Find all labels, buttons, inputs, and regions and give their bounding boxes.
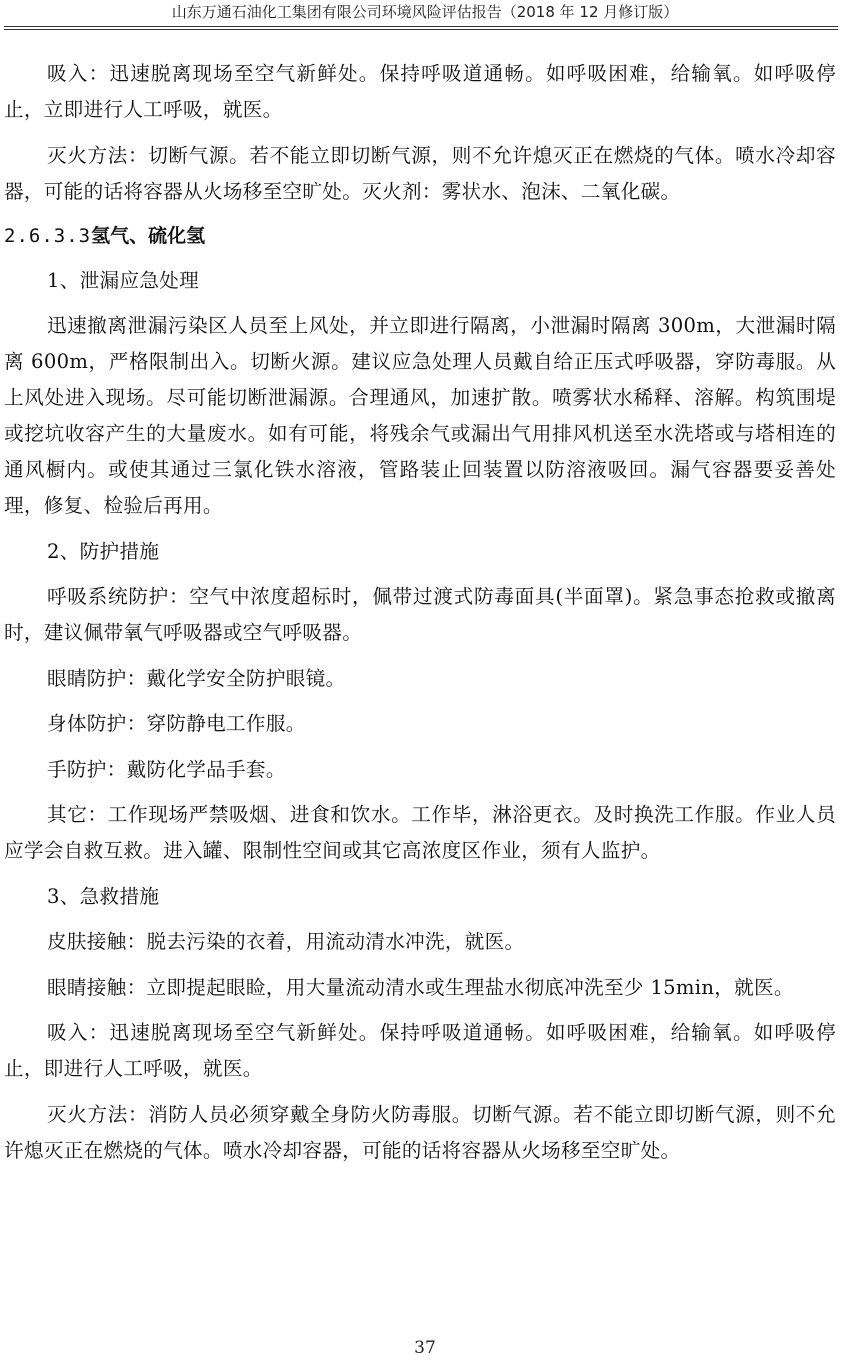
paragraph-body-protection: 身体防护：穿防静电工作服。 [47,712,306,735]
section-number: 2.6.3.3 [4,225,92,247]
document-body [4,56,836,1178]
header-rule-bottom [4,29,838,30]
section-heading [4,219,836,253]
paragraph-other-protection: 其它：工作现场严禁吸烟、进食和饮水。工作毕，淋浴更衣。及时换洗工作服。作业人员应学会自救互救。进入罐、限制性空间或其它高浓度区作业，须有人监护。 [4,803,836,862]
page-number: 37 [414,1338,436,1358]
paragraph-firefighting-second: 灭火方法：消防人员必须穿戴全身防火防毒服。切断气源。若不能立即切断气源，则不允许熄灭正在燃烧的气体。喷水冷却容器，可能的话将容器从火场移至空旷处。 [4,1102,836,1162]
paragraph-eye-contact: 眼睛接触：立即提起眼睑，用大量流动清水或生理盐水彻底冲洗至少 15min，就医。 [47,975,794,999]
subheading-protection: 2、防护措施 [47,539,160,563]
paragraph-respiratory-protection: 呼吸系统防护：空气中浓度超标时，佩带过渡式防毒面具(半面罩)。紧急事态抢救或撤离时，建议佩带氧气呼吸器或空气呼吸器。 [4,585,836,644]
paragraph-firefighting-first: 灭火方法：切断气源。若不能立即切断气源，则不允许熄灭正在燃烧的气体。喷水冷却容器，可能的话将容器从火场移至空旷处。灭火剂：雾状水、泡沫、二氧化碳。 [4,143,836,203]
header-rule-top [4,26,838,27]
paragraph-eye-protection: 眼睛防护：戴化学安全防护眼镜。 [47,666,346,690]
subheading-first-aid: 3、急救措施 [47,884,160,908]
paragraph-inhalation-first: 吸入：迅速脱离现场至空气新鲜处。保持呼吸道通畅。如呼吸困难，给输氧。如呼吸停止，立即进行人工呼吸，就医。 [4,62,836,121]
subheading-leak-response: 1、泄漏应急处理 [47,268,200,292]
header-title: 山东万通石油化工集团有限公司环境风险评估报告（2018 年 12 月修订版） [171,3,679,21]
paragraph-inhalation-second: 吸入：迅速脱离现场至空气新鲜处。保持呼吸道通畅。如呼吸困难，给输氧。如呼吸停止，即进行人工呼吸，就医。 [4,1021,836,1080]
paragraph-hand-protection: 手防护：戴防化学品手套。 [47,757,286,781]
section-title: 氢气、硫化氢 [91,225,206,247]
paragraph-leak-response: 迅速撤离泄漏污染区人员至上风处，并立即进行隔离，小泄漏时隔离 300m，大泄漏时隔离 600m，严格限制出入。切断火源。建议应急处理人员戴自给正压式呼吸器，穿防毒服。从上风处进入现场。尽可能切断泄漏源。合理通风，加速扩散。喷雾状水稀释、溶解。构筑围堤或挖坑收容产生的大量废水。如有可能，将残余气或漏出气用排风机送至水洗塔或与塔相连的通风橱内。或使其通过三氯化铁水溶液，管路装止回装置以防溶液吸回。漏气容器要妥善处理，修复、检验后再用。 [4,314,836,517]
paragraph-skin-contact: 皮肤接触：脱去污染的衣着，用流动清水冲洗，就医。 [47,930,525,953]
